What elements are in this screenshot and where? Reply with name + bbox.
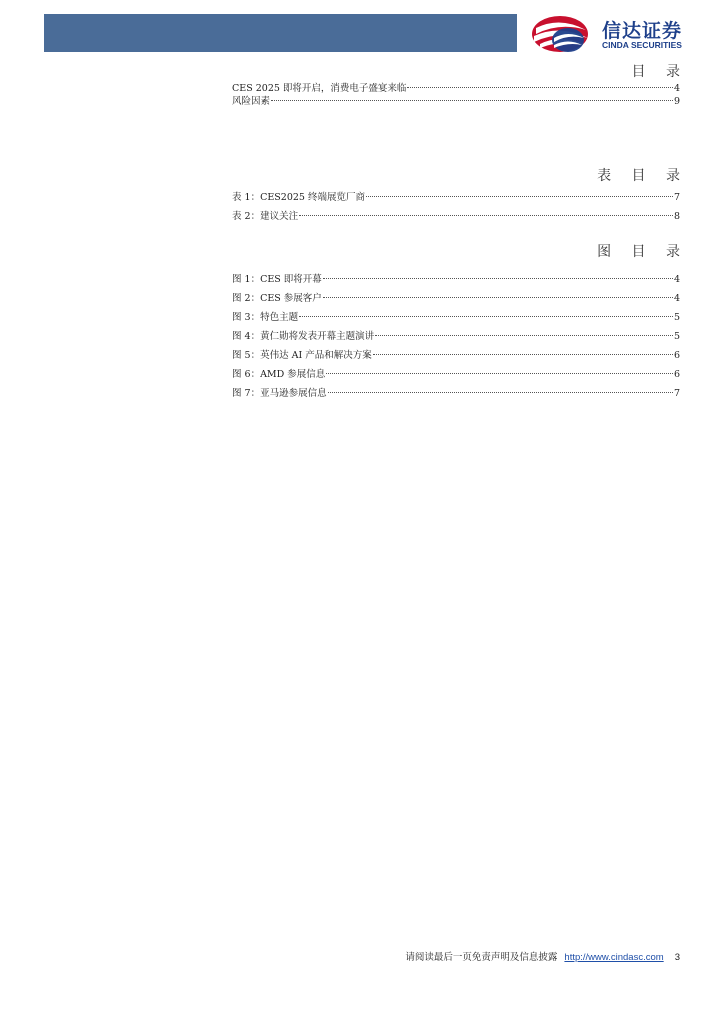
toc-page: 4 xyxy=(673,83,680,94)
toc-label: 表 1：CES2025 终端展览厂商 xyxy=(232,192,365,203)
leader-dots xyxy=(323,297,673,298)
toc-page: 6 xyxy=(673,369,680,380)
contents-item[interactable] xyxy=(232,82,680,95)
toc-page: 7 xyxy=(673,192,680,203)
toc-label: 图 5：英伟达 AI 产品和解决方案 xyxy=(232,350,372,361)
toc-page: 5 xyxy=(673,312,680,323)
leader-dots xyxy=(326,373,673,374)
toc-page: 9 xyxy=(673,96,680,107)
contents-title: 目 录 xyxy=(631,64,688,80)
leader-dots xyxy=(407,87,673,88)
figure-item[interactable] xyxy=(232,384,680,403)
disclaimer-text: 请阅读最后一页免责声明及信息披露 xyxy=(405,952,558,963)
toc-label: 风险因素 xyxy=(232,96,271,107)
toc-page: 5 xyxy=(673,331,680,342)
logo-cn-text: 信达证券 xyxy=(602,20,683,42)
leader-dots xyxy=(271,100,673,101)
leader-dots xyxy=(375,335,673,336)
figure-item[interactable] xyxy=(232,365,680,384)
leader-dots xyxy=(328,392,673,393)
toc-page: 4 xyxy=(673,293,680,304)
logo-en-text: CINDA SECURITIES xyxy=(602,40,682,50)
leader-dots xyxy=(366,196,673,197)
figure-item[interactable] xyxy=(232,346,680,365)
figures-section xyxy=(232,242,688,403)
leader-dots xyxy=(299,316,673,317)
cinda-logo-icon xyxy=(530,14,594,54)
contents-section xyxy=(232,62,688,108)
figure-item[interactable] xyxy=(232,289,680,308)
toc-label: 图 6：AMD 参展信息 xyxy=(232,369,326,380)
toc-page: 8 xyxy=(673,211,680,222)
contents-item[interactable] xyxy=(232,95,680,108)
figure-item[interactable] xyxy=(232,327,680,346)
toc-label: 图 1：CES 即将开幕 xyxy=(232,274,322,285)
tables-title: 表 目 录 xyxy=(597,168,688,184)
page-number: 3 xyxy=(674,952,680,963)
toc-page: 4 xyxy=(673,274,680,285)
toc-page: 6 xyxy=(673,350,680,361)
toc-label: 表 2：建议关注 xyxy=(232,211,299,222)
toc-label: 图 2：CES 参展客户 xyxy=(232,293,322,304)
figures-title: 图 目 录 xyxy=(597,244,688,260)
leader-dots xyxy=(299,215,673,216)
toc-label: 图 4：黄仁勋将发表开幕主题演讲 xyxy=(232,331,375,342)
header-bar xyxy=(44,14,517,52)
figure-item[interactable] xyxy=(232,308,680,327)
leader-dots xyxy=(323,278,673,279)
toc-label: 图 3：特色主题 xyxy=(232,312,299,323)
toc-page: 7 xyxy=(673,388,680,399)
cinda-logo xyxy=(530,14,710,54)
tables-section xyxy=(232,166,688,226)
page-footer xyxy=(360,949,680,963)
leader-dots xyxy=(373,354,673,355)
figure-item[interactable] xyxy=(232,270,680,289)
table-item[interactable] xyxy=(232,207,680,226)
toc-label: 图 7：亚马逊参展信息 xyxy=(232,388,327,399)
table-item[interactable] xyxy=(232,188,680,207)
website-link[interactable]: http://www.cindasc.com xyxy=(564,952,664,963)
toc-label: CES 2025 即将开启，消费电子盛宴来临 xyxy=(232,83,407,94)
